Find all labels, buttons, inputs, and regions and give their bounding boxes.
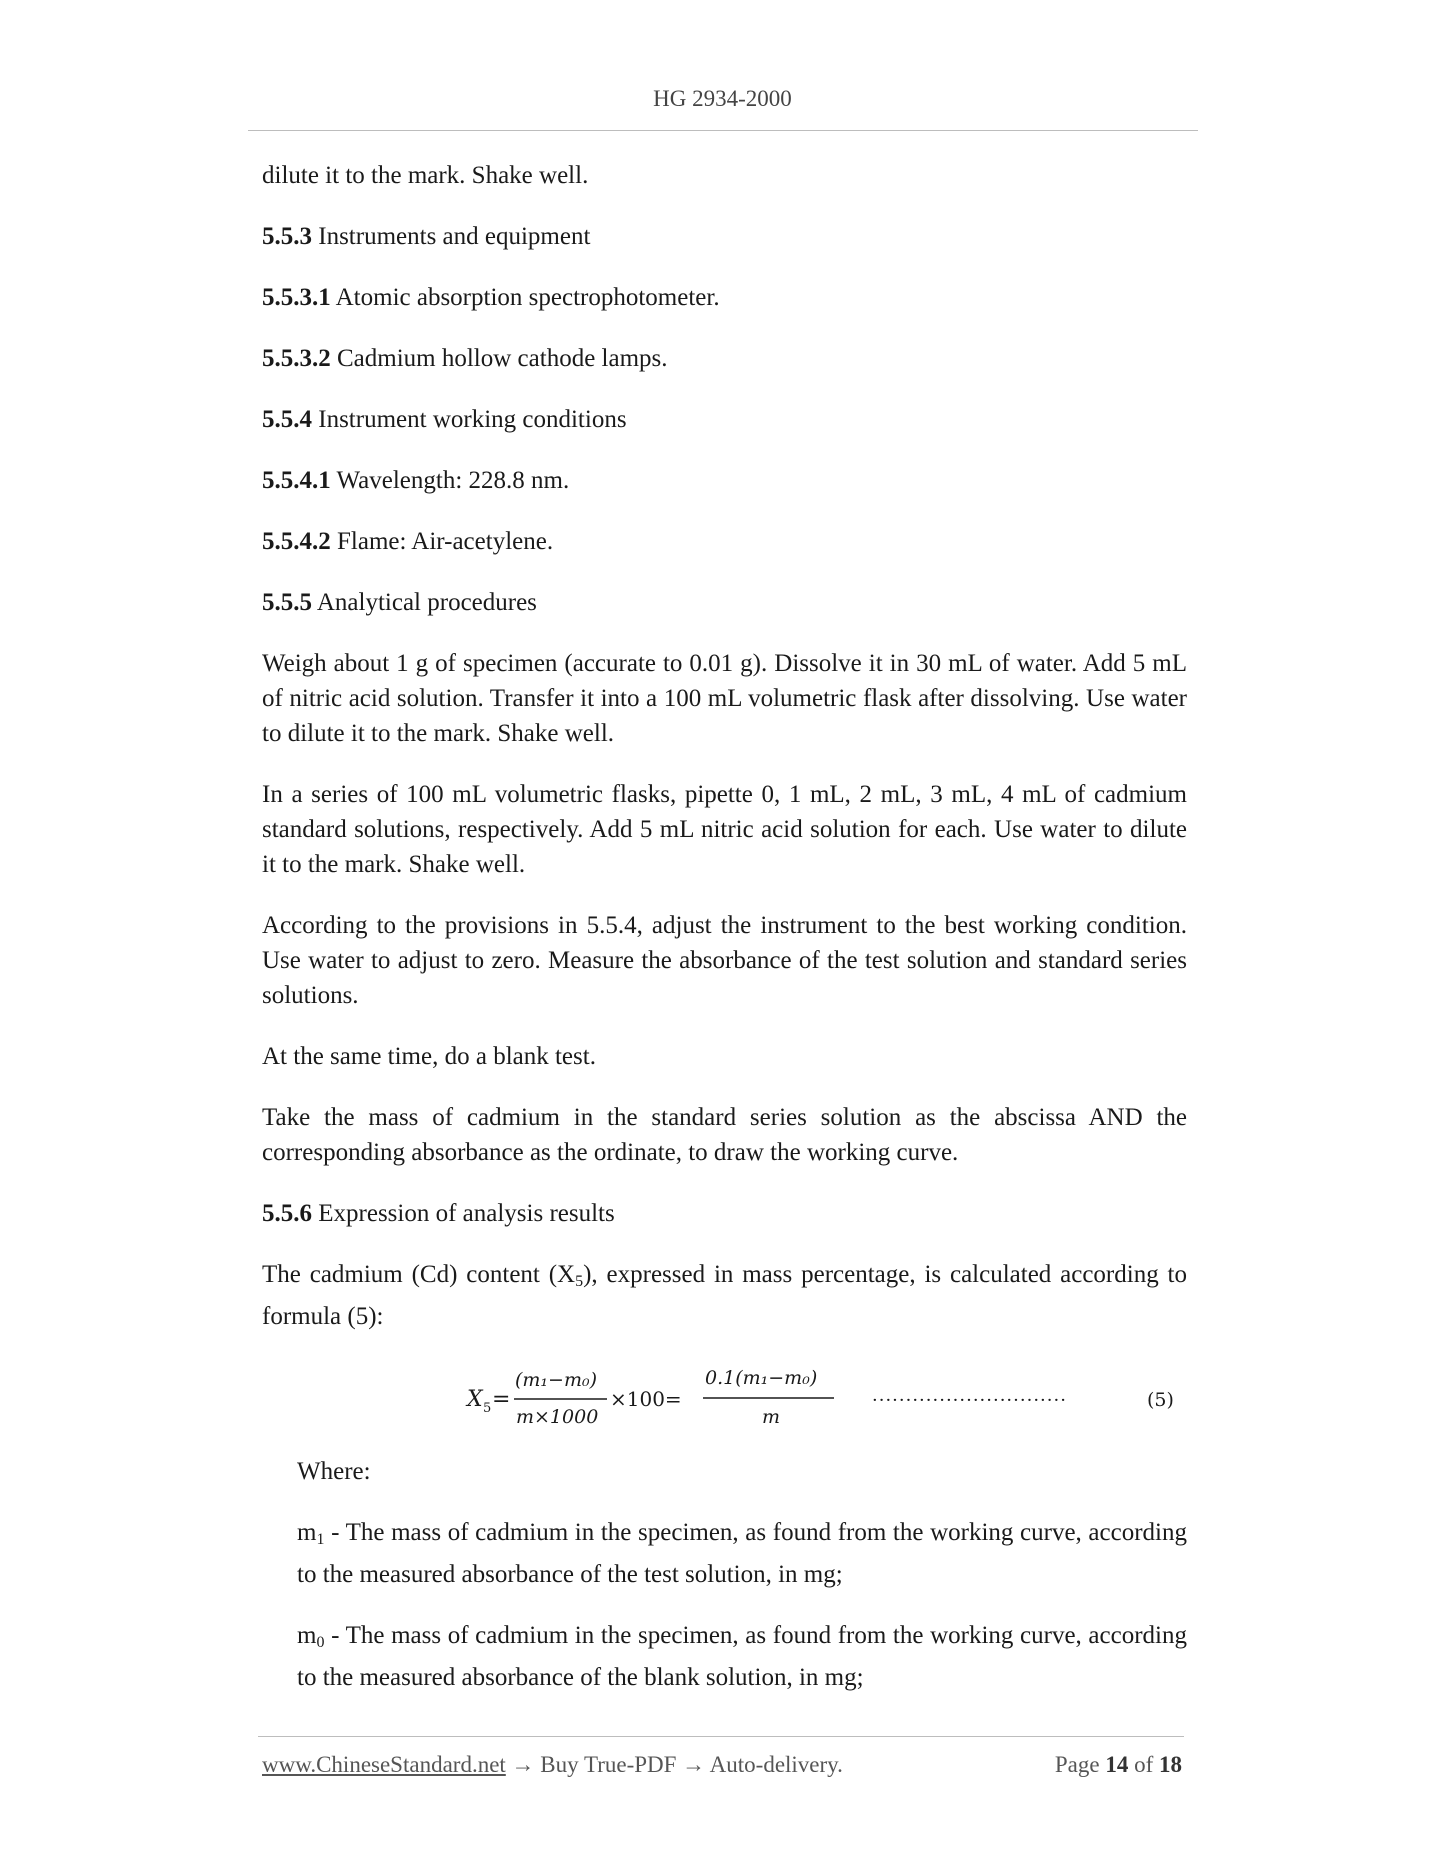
section-heading-5-5-4 <box>262 402 1187 437</box>
formula-denominator-1: m×1000 <box>516 1406 599 1428</box>
section-number: 5.5.4.2 <box>262 528 331 555</box>
calculation-intro <box>262 1257 1187 1334</box>
section-heading-5-5-4-2 <box>262 524 1187 559</box>
procedure-paragraph: In a series of 100 mL volumetric flasks, pipette 0, 1 mL, 2 mL, 3 mL, 4 mL of cadmium standard solutions, respectively. Add 5 mL nitric acid solution for each. Use water to dilute it to the mark. Shake well. <box>262 781 1187 878</box>
variable-subscript: 1 <box>316 1531 325 1548</box>
of-word: of <box>1128 1752 1159 1777</box>
section-title: Expression of analysis results <box>312 1200 615 1227</box>
variable-description: - The mass of cadmium in the specimen, as found from the working curve, according to the measured absorbance of the test solution, in mg; <box>297 1519 1187 1588</box>
variable-definition-m1 <box>297 1515 1187 1592</box>
header-divider <box>248 130 1198 131</box>
website-link[interactable]: www.ChineseStandard.net <box>262 1752 506 1777</box>
section-title: Atomic absorption spectrophotometer. <box>330 284 720 311</box>
formula-numerator-1: (m₁−m₀) <box>515 1369 598 1391</box>
section-title: Instrument working conditions <box>312 406 627 433</box>
section-heading-5-5-4-1 <box>262 463 1187 498</box>
variable-subscript: 0 <box>316 1634 325 1651</box>
procedure-paragraph: Take the mass of cadmium in the standard series solution as the abscissa AND the corresponding absorbance as the ordinate, to draw the working curve. <box>262 1104 1187 1166</box>
paragraph: dilute it to the mark. Shake well. <box>262 162 589 189</box>
calc-text-b: ), expressed in mass percentage, is calculated according to formula (5): <box>262 1261 1187 1330</box>
page-indicator <box>1055 1752 1182 1778</box>
section-heading-5-5-6 <box>262 1196 1187 1231</box>
section-title: Cadmium hollow cathode lamps. <box>330 345 668 372</box>
calc-text-a: The cadmium (Cd) content (X <box>262 1261 576 1288</box>
formula-lhs-subscript: 5 <box>483 1401 492 1416</box>
calc-subscript: 5 <box>575 1273 584 1290</box>
formula-numerator-2: 0.1(m₁−m₀) <box>705 1367 818 1389</box>
section-number: 5.5.6 <box>262 1200 312 1227</box>
section-number: 5.5.3 <box>262 223 312 250</box>
where-label: Where: <box>297 1458 371 1485</box>
section-number: 5.5.4 <box>262 406 312 433</box>
variable-symbol: m <box>297 1519 317 1546</box>
page-number: 14 <box>1105 1752 1129 1777</box>
footer-tagline: → Buy True-PDF → Auto-delivery. <box>505 1752 843 1777</box>
section-heading-5-5-3 <box>262 219 1187 254</box>
variable-description: - The mass of cadmium in the specimen, as found from the working curve, according to the measured absorbance of the blank solution, in mg; <box>297 1622 1187 1691</box>
procedure-paragraph: According to the provisions in 5.5.4, adjust the instrument to the best working condition. Use water to adjust to zero. Measure the absorbance of the test solution and standard series solutions. <box>262 912 1187 1009</box>
section-heading-5-5-5 <box>262 585 1187 620</box>
section-heading-5-5-3-1 <box>262 280 1187 315</box>
section-title: Analytical procedures <box>312 589 537 616</box>
section-number: 5.5.5 <box>262 589 312 616</box>
formula-denominator-2: m <box>762 1406 781 1428</box>
procedure-paragraph: Weigh about 1 g of specimen (accurate to 0.01 g). Dissolve it in 30 mL of water. Add 5 mL of nitric acid solution. Transfer it into a 100 mL volumetric flask after dissolving. Use water to dilute it to the mark. Shake well. <box>262 650 1187 747</box>
document-id-header: HG 2934-2000 <box>653 86 792 111</box>
formula-lhs: X <box>467 1387 483 1412</box>
formula-leader-dots: ····························· <box>872 1390 1067 1411</box>
section-number: 5.5.3.1 <box>262 284 331 311</box>
section-heading-5-5-3-2 <box>262 341 1187 376</box>
section-title: Flame: Air-acetylene. <box>330 528 554 555</box>
procedure-paragraph: At the same time, do a blank test. <box>262 1043 596 1070</box>
variable-symbol: m <box>297 1622 317 1649</box>
formula-equals: = <box>492 1387 511 1412</box>
formula-label: (5) <box>1147 1389 1174 1411</box>
section-title: Wavelength: 228.8 nm. <box>330 467 570 494</box>
page-footer <box>262 1752 1182 1778</box>
page-content <box>262 158 1187 1721</box>
page-total: 18 <box>1159 1752 1182 1777</box>
page-word: Page <box>1054 1752 1106 1777</box>
section-number: 5.5.3.2 <box>262 345 331 372</box>
footer-divider <box>258 1736 1184 1737</box>
variable-definition-m0 <box>297 1618 1187 1695</box>
formula-graphic <box>262 1360 1187 1432</box>
section-number: 5.5.4.1 <box>262 467 331 494</box>
formula-5 <box>262 1360 1187 1432</box>
formula-times-100: ×100= <box>610 1387 682 1411</box>
section-title: Instruments and equipment <box>312 223 591 250</box>
